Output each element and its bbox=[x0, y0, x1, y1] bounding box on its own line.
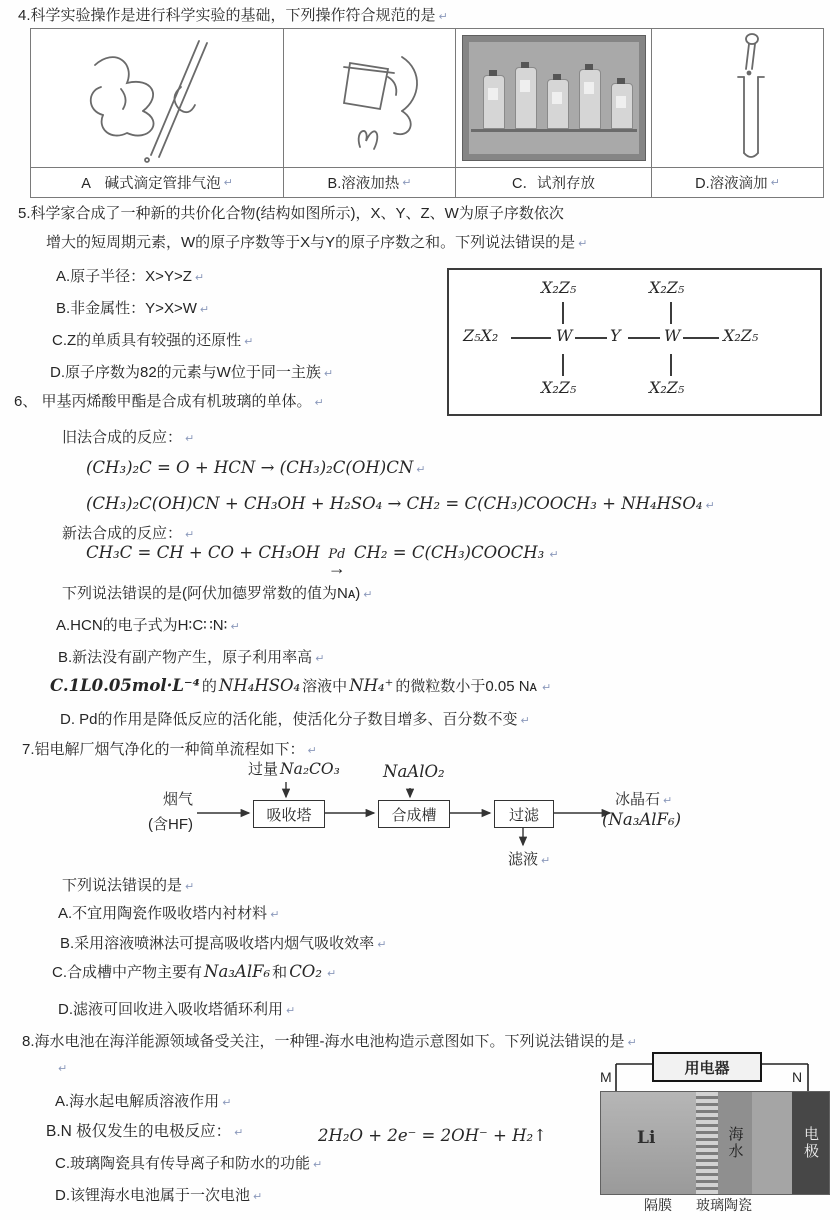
group-bottom-right: X₂Z₅ bbox=[649, 378, 685, 397]
question-6-prompt: 下列说法错误的是(阿伏加德罗常数的值为Nᴀ) ↵ bbox=[62, 585, 373, 602]
flow-feed-hf: (含HF) bbox=[148, 816, 193, 833]
glass-ceramic-caption: 玻璃陶瓷 bbox=[696, 1197, 752, 1213]
excess-label: 过量 bbox=[248, 761, 279, 778]
bond-line bbox=[670, 302, 672, 324]
question-5-stem-line2: 增大的短周期元素，W的原子序数等于X与Y的原子序数之和。下列说法错误的是 ↵ bbox=[46, 234, 588, 251]
return-mark: ↵ bbox=[223, 176, 233, 189]
synthesis-tank-box: 合成槽 bbox=[378, 800, 450, 828]
new-method-label: 新法合成的反应： ↵ bbox=[62, 525, 195, 542]
atom-y: Y bbox=[610, 326, 621, 345]
group-top-right: X₂Z₅ bbox=[649, 278, 685, 297]
group-bottom-left: X₂Z₅ bbox=[541, 378, 577, 397]
bond-line bbox=[511, 337, 551, 339]
seawater-label: 海水 bbox=[726, 1126, 744, 1160]
seawater-zone bbox=[718, 1092, 752, 1194]
bond-line bbox=[628, 337, 660, 339]
return-mark: ↵ bbox=[253, 1190, 263, 1203]
question-7-option-c bbox=[52, 962, 336, 983]
bond-line bbox=[562, 302, 564, 324]
reagent-shelf-photo bbox=[462, 35, 646, 161]
na2co3-formula: Na₂CO₃ bbox=[280, 760, 340, 778]
catalyst-arrow bbox=[327, 547, 346, 578]
question-8-option-d: D.该锂海水电池属于一次电池 ↵ bbox=[55, 1187, 263, 1204]
absorption-tower-box: 吸收塔 bbox=[253, 800, 325, 828]
question-6-option-d: D. Pd的作用是降低反应的活化能，使活化分子数目增多、百分数不变 ↵ bbox=[60, 711, 530, 728]
terminal-n-label: N bbox=[792, 1069, 803, 1085]
return-mark: ↵ bbox=[402, 176, 412, 189]
question-6-stem: 6、 甲基丙烯酸甲酯是合成有机玻璃的单体。 ↵ bbox=[14, 393, 324, 410]
return-mark: ↵ bbox=[363, 588, 373, 601]
option-c-math-3: NH₄⁺ bbox=[349, 676, 394, 695]
option-c-text-3: 的微粒数小于0.05 Nᴀ bbox=[395, 678, 537, 695]
image-cell-c bbox=[456, 29, 652, 167]
question-7-option-b: B.采用溶液喷淋法可提高吸收塔内烟气吸收效率 ↵ bbox=[60, 935, 387, 952]
question-6-option-a: A.HCN的电子式为H∶C∷N∶ ↵ bbox=[56, 617, 240, 634]
terminal-m-label: M bbox=[600, 1069, 612, 1085]
flow-output-cryolite: 冰晶石 ↵ bbox=[615, 791, 673, 808]
return-mark: ↵ bbox=[705, 499, 715, 512]
caption-a: A 碱式滴定管排气泡 ↵ bbox=[31, 167, 284, 197]
flow-filtrate: 滤液 ↵ bbox=[508, 851, 551, 868]
return-mark: ↵ bbox=[438, 10, 448, 23]
return-mark: ↵ bbox=[663, 794, 673, 807]
question-5-option-c: C.Z的单质具有较强的还原性 ↵ bbox=[52, 332, 254, 349]
return-mark: ↵ bbox=[234, 1126, 244, 1139]
return-mark: ↵ bbox=[199, 303, 210, 316]
separator-caption: 隔膜 bbox=[644, 1197, 672, 1213]
return-mark: ↵ bbox=[270, 908, 280, 921]
return-mark: ↵ bbox=[185, 528, 195, 541]
reagent-bottle bbox=[579, 69, 601, 129]
group-top-left: X₂Z₅ bbox=[541, 278, 577, 297]
option-c-prefix: C.合成槽中产物主要有 bbox=[52, 964, 203, 981]
bond-line bbox=[683, 337, 719, 339]
question-5-option-b: B.非金属性：Y>X>W ↵ bbox=[56, 300, 210, 317]
return-mark: ↵ bbox=[323, 367, 334, 380]
return-mark: ↵ bbox=[244, 335, 254, 348]
bond-line bbox=[670, 354, 672, 376]
caption-b: B.溶液加热 ↵ bbox=[284, 167, 456, 197]
lithium-zone bbox=[601, 1092, 696, 1194]
lithium-label: Li bbox=[637, 1128, 656, 1148]
question-8-battery-diagram bbox=[596, 1048, 836, 1216]
option-c-math-2: NH₄HSO₄ bbox=[218, 676, 301, 695]
reagent-bottle bbox=[611, 83, 633, 129]
return-mark: ↵ bbox=[541, 681, 552, 694]
old-method-label: 旧法合成的反应： ↵ bbox=[62, 429, 195, 446]
flow-feed-gas: 烟气 bbox=[163, 791, 194, 808]
option-c-math-1: C.1L0.05mol·L⁻⁴ bbox=[50, 676, 200, 695]
bond-line bbox=[562, 354, 564, 376]
flow-input-na2co3 bbox=[248, 760, 340, 780]
equation-2: (CH₃)₂C(OH)CN + CH₃OH + H₂SO₄ → CH₂ = C(CH₃)COOCH₃ + NH₄HSO₄ ↵ bbox=[86, 494, 715, 513]
return-mark: ↵ bbox=[315, 652, 325, 665]
reagent-bottle bbox=[547, 79, 569, 129]
question-6-option-c bbox=[50, 676, 551, 697]
return-mark: ↵ bbox=[578, 237, 588, 250]
image-cell-b bbox=[284, 29, 456, 167]
return-mark: ↵ bbox=[326, 967, 337, 980]
reagent-bottle bbox=[515, 67, 537, 129]
filter-box: 过滤 bbox=[494, 800, 554, 828]
image-cell-d bbox=[652, 29, 823, 167]
question-5-option-a: A.原子半径：X>Y>Z ↵ bbox=[56, 268, 205, 285]
flow-input-naalo2: NaAlO₂ bbox=[383, 762, 445, 781]
battery-cell-photo bbox=[600, 1091, 830, 1195]
option-c-text-1: 的 bbox=[201, 678, 217, 695]
return-mark: ↵ bbox=[307, 744, 317, 757]
equation-3 bbox=[86, 543, 559, 578]
flow-output-formula: (Na₃AlF₆) bbox=[602, 810, 682, 829]
question-8-option-b: B.N 极仅发生的电极反应： ↵ bbox=[46, 1123, 244, 1140]
return-mark: ↵ bbox=[222, 1096, 232, 1109]
electric-device-box: 用电器 bbox=[652, 1052, 762, 1082]
question-8-stem: 8.海水电池在海洋能源领域备受关注，一种锂-海水电池构造示意图如下。下列说法错误的是 ↵ bbox=[22, 1033, 637, 1050]
return-mark: ↵ bbox=[314, 396, 324, 409]
group-chain-left: Z₅X₂ bbox=[463, 326, 499, 345]
equation-3-left: CH₃C = CH + CO + CH₃OH bbox=[86, 543, 320, 562]
question-8-option-a: A.海水起电解质溶液作用 ↵ bbox=[55, 1093, 232, 1110]
return-mark: ↵ bbox=[185, 432, 195, 445]
return-mark: ↵ bbox=[549, 548, 559, 561]
option-c-mid: 和 bbox=[272, 964, 288, 981]
option-c-text-2: 溶液中 bbox=[302, 678, 348, 695]
bond-line bbox=[575, 337, 607, 339]
return-mark: ↵ bbox=[185, 880, 195, 893]
option-c-formula-2: CO₂ bbox=[289, 962, 322, 981]
return-mark: ↵ bbox=[416, 463, 426, 476]
question-7-option-a: A.不宜用陶瓷作吸收塔内衬材料 ↵ bbox=[58, 905, 280, 922]
electrode-reaction-equation: 2H₂O + 2e⁻ = 2OH⁻ + H₂↑ bbox=[318, 1126, 547, 1145]
glass-ceramic-zone bbox=[752, 1092, 792, 1194]
return-mark: ↵ bbox=[313, 1158, 323, 1171]
atom-w2: W bbox=[664, 326, 681, 345]
question-5-option-d: D.原子序数为82的元素与W位于同一主族 ↵ bbox=[50, 364, 334, 381]
shelf-line bbox=[471, 129, 637, 132]
caption-d: D.溶液滴加 ↵ bbox=[652, 167, 823, 197]
return-mark: ↵ bbox=[194, 271, 205, 284]
option-c-formula-1: Na₃AlF₆ bbox=[204, 962, 271, 981]
return-mark: ↵ bbox=[627, 1036, 637, 1049]
heating-sketch bbox=[284, 29, 455, 167]
equation-3-right: CH₂ = C(CH₃)COOCH₃ bbox=[353, 543, 545, 562]
question-5-structure-diagram bbox=[447, 268, 822, 416]
question-5-stem-line1: 5.科学家合成了一种新的共价化合物(结构如图所示)，X、Y、Z、W为原子序数依次 bbox=[18, 205, 564, 222]
question-7-stem: 7.铝电解厂烟气净化的一种简单流程如下： ↵ bbox=[22, 741, 317, 758]
caption-c: C．试剂存放 bbox=[456, 167, 652, 197]
question-7-flow-diagram bbox=[140, 758, 720, 868]
group-chain-right: X₂Z₅ bbox=[723, 326, 759, 345]
burette-hand-sketch bbox=[31, 29, 283, 167]
return-mark: ↵ bbox=[541, 854, 551, 867]
return-mark: ↵ bbox=[230, 620, 240, 633]
electrode-zone bbox=[792, 1092, 829, 1194]
reaction-arrow: → bbox=[327, 558, 346, 578]
atom-w1: W bbox=[556, 326, 573, 345]
catalyst-label: Pd bbox=[328, 547, 346, 562]
electrode-label: 电极 bbox=[802, 1126, 819, 1160]
separator-strip bbox=[696, 1092, 718, 1194]
equation-1: (CH₃)₂C = O + HCN → (CH₃)₂C(OH)CN ↵ bbox=[86, 458, 426, 477]
question-7-prompt: 下列说法错误的是 ↵ bbox=[62, 877, 195, 894]
question-4-image-table bbox=[30, 28, 824, 198]
return-mark: ↵ bbox=[770, 176, 780, 189]
question-8-option-c: C.玻璃陶瓷具有传导离子和防水的功能 ↵ bbox=[55, 1155, 323, 1172]
dropper-tube-sketch bbox=[652, 29, 823, 167]
question-6-option-b: B.新法没有副产物产生，原子利用率高 ↵ bbox=[58, 649, 325, 666]
question-7-option-d: D.滤液可回收进入吸收塔循环利用 ↵ bbox=[58, 1001, 296, 1018]
reagent-bottle bbox=[483, 75, 505, 129]
return-mark: ↵ bbox=[520, 714, 530, 727]
image-cell-a bbox=[31, 29, 284, 167]
empty-line-return-mark: ↵ bbox=[58, 1062, 68, 1075]
question-4-stem: 4.科学实验操作是进行科学实验的基础，下列操作符合规范的是 ↵ bbox=[18, 7, 448, 24]
return-mark: ↵ bbox=[377, 938, 387, 951]
return-mark: ↵ bbox=[286, 1004, 296, 1017]
